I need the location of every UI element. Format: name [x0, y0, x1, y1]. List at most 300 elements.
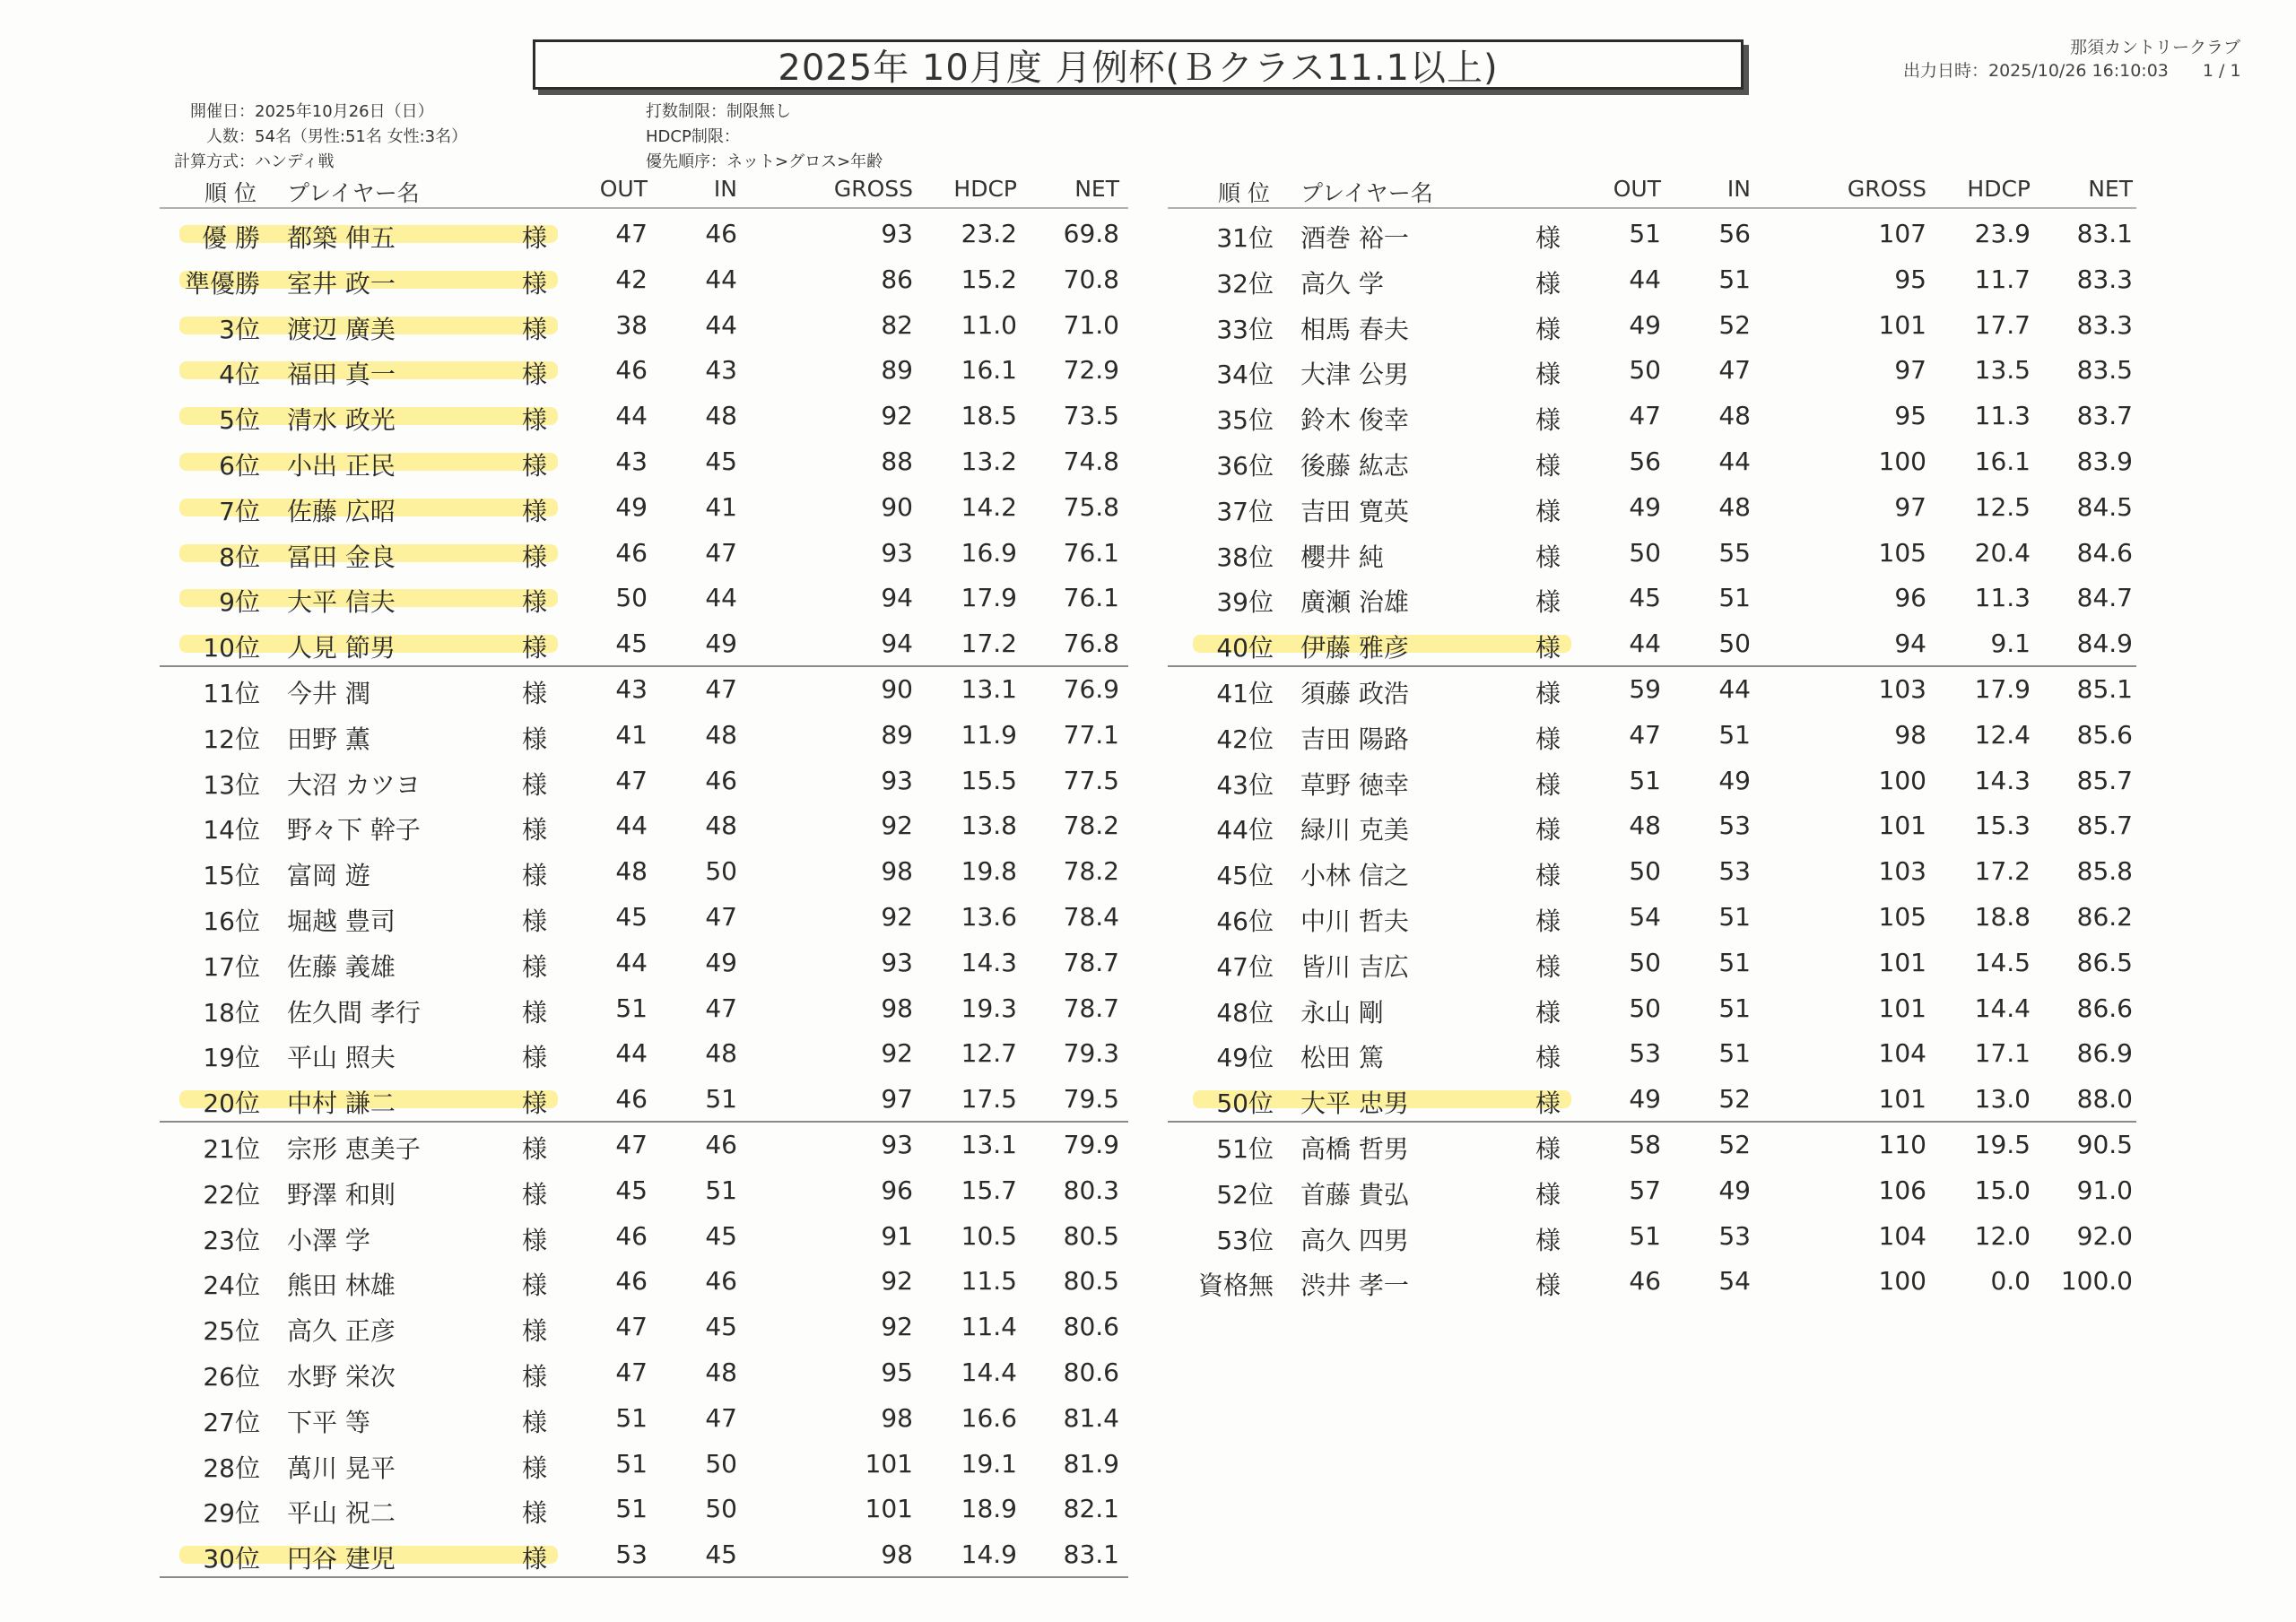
table-row [1013, 985, 2144, 1030]
in-score: 44 [1718, 447, 1751, 476]
header-gross: GROSS [1847, 176, 1926, 202]
table-row [1013, 1258, 2144, 1303]
hdcp-value: 11.5 [961, 1266, 1017, 1297]
hdcp-value: 14.3 [1974, 765, 2031, 795]
player-name: 渡辺 廣美 [287, 314, 396, 344]
out-score: 50 [615, 583, 648, 613]
rank-cell: 優 勝 [202, 223, 260, 253]
net-score: 81.4 [1063, 1402, 1119, 1433]
net-score: 77.1 [1063, 719, 1119, 750]
gross-score: 98 [881, 856, 913, 887]
rank-cell: 16位 [203, 906, 260, 936]
net-score: 80.6 [1063, 1312, 1119, 1342]
honorific: 様 [1535, 724, 1561, 754]
rank-cell: 47位 [1216, 951, 1274, 982]
honorific: 様 [522, 679, 548, 708]
net-score: 83.3 [2076, 264, 2133, 294]
player-name: 人見 節男 [287, 633, 396, 664]
hdcp-value: 17.2 [1974, 856, 2031, 887]
net-score: 84.6 [2076, 537, 2133, 568]
in-score: 46 [705, 1130, 737, 1159]
player-name: 今井 潤 [287, 679, 370, 708]
player-name: 円谷 建児 [287, 1544, 396, 1574]
in-score: 53 [1718, 856, 1751, 887]
honorific: 様 [1535, 1043, 1561, 1073]
rank-cell: 32位 [1216, 268, 1274, 299]
honorific: 様 [1535, 769, 1561, 800]
in-score: 41 [705, 491, 737, 522]
net-score: 76.9 [1063, 674, 1119, 704]
gross-score: 92 [881, 1312, 913, 1342]
header-in: IN [713, 176, 737, 202]
out-score: 51 [1629, 765, 1661, 795]
player-name: 小出 正民 [287, 451, 396, 481]
rank-cell: 50位 [1216, 1089, 1274, 1119]
player-name: 平山 祝二 [287, 1498, 396, 1529]
gross-score: 101 [865, 1494, 913, 1524]
rank-cell: 37位 [1216, 496, 1274, 526]
gross-score: 94 [881, 583, 913, 613]
gross-score: 92 [881, 1266, 913, 1297]
out-score: 45 [615, 629, 648, 659]
honorific: 様 [522, 587, 548, 618]
info-count-value: 54名（男性:51名 女性:3名） [255, 127, 468, 146]
net-score: 85.1 [2076, 674, 2133, 704]
gross-score: 90 [881, 491, 913, 522]
gross-score: 100 [1878, 447, 1926, 476]
hdcp-value: 19.3 [961, 993, 1017, 1023]
honorific: 様 [522, 1362, 548, 1392]
out-score: 47 [1629, 719, 1661, 750]
in-score: 48 [705, 401, 737, 431]
player-name: 廣瀬 治雄 [1300, 587, 1409, 618]
in-score: 47 [705, 902, 737, 932]
honorific: 様 [522, 1225, 548, 1255]
out-score: 47 [615, 1130, 648, 1159]
out-score: 47 [1629, 401, 1661, 431]
hdcp-value: 13.2 [961, 447, 1017, 476]
player-name: 下平 等 [287, 1407, 370, 1437]
header-out: OUT [1613, 176, 1661, 202]
net-score: 78.2 [1063, 856, 1119, 887]
hdcp-value: 18.9 [961, 1494, 1017, 1524]
in-score: 44 [1718, 674, 1751, 704]
gross-score: 97 [881, 1084, 913, 1115]
in-score: 51 [705, 1084, 737, 1115]
honorific: 様 [522, 1453, 548, 1483]
hdcp-value: 16.1 [961, 355, 1017, 386]
honorific: 様 [522, 815, 548, 846]
gross-score: 95 [1894, 401, 1926, 431]
net-score: 83.3 [2076, 309, 2133, 340]
rank-cell: 46位 [1216, 906, 1274, 936]
in-score: 51 [1718, 947, 1751, 977]
table-row [0, 848, 1130, 893]
hdcp-value: 13.1 [961, 1130, 1017, 1159]
honorific: 様 [522, 633, 548, 664]
out-score: 51 [615, 993, 648, 1023]
rank-cell: 48位 [1216, 997, 1274, 1028]
hdcp-value: 11.0 [961, 309, 1017, 340]
table-row [0, 758, 1130, 802]
player-name: 高久 四男 [1300, 1225, 1409, 1255]
net-score: 79.3 [1063, 1038, 1119, 1069]
table-row [1013, 666, 2144, 711]
gross-score: 92 [881, 811, 913, 841]
info-hdcp-limit [646, 124, 740, 147]
rank-cell: 52位 [1216, 1179, 1274, 1210]
header-net: NET [1074, 176, 1119, 202]
honorific: 様 [522, 223, 548, 253]
net-score: 76.1 [1063, 537, 1119, 568]
out-score: 45 [615, 902, 648, 932]
net-score: 78.4 [1063, 902, 1119, 932]
table-row [0, 1167, 1130, 1212]
net-score: 75.8 [1063, 491, 1119, 522]
net-score: 73.5 [1063, 401, 1119, 431]
out-score: 51 [1629, 219, 1661, 248]
net-score: 72.9 [1063, 355, 1119, 386]
in-score: 45 [705, 1312, 737, 1342]
out-score: 50 [1629, 355, 1661, 386]
out-score: 49 [1629, 309, 1661, 340]
net-score: 79.5 [1063, 1084, 1119, 1115]
in-score: 55 [1718, 537, 1751, 568]
player-name: 平山 照夫 [287, 1043, 396, 1073]
rank-cell: 40位 [1216, 633, 1274, 664]
out-score: 50 [1629, 537, 1661, 568]
honorific: 様 [522, 451, 548, 481]
rank-cell: 25位 [203, 1316, 260, 1347]
honorific: 様 [1535, 633, 1561, 664]
honorific: 様 [522, 1089, 548, 1119]
table-row [0, 1076, 1130, 1121]
in-score: 49 [1718, 765, 1751, 795]
info-priority [646, 149, 883, 172]
player-name: 宗形 恵美子 [287, 1134, 421, 1164]
header-hdcp: HDCP [953, 176, 1017, 202]
honorific: 様 [1535, 451, 1561, 481]
page-number: 1 / 1 [2202, 61, 2241, 81]
info-stroke-value: 制限無し [726, 102, 791, 121]
player-name: 櫻井 純 [1300, 542, 1384, 572]
rank-cell: 27位 [203, 1407, 260, 1437]
gross-score: 101 [1878, 947, 1926, 977]
column-header-row [0, 176, 1130, 204]
player-name: 大沼 カツヨ [287, 769, 421, 800]
net-score: 78.7 [1063, 993, 1119, 1023]
out-score: 43 [615, 447, 648, 476]
header-player: プレイヤー名 [1300, 180, 1433, 206]
player-name: 高久 学 [1300, 268, 1384, 299]
player-name: 堀越 豊司 [287, 906, 396, 936]
out-score: 46 [615, 1084, 648, 1115]
net-score: 83.9 [2076, 447, 2133, 476]
out-score: 56 [1629, 447, 1661, 476]
rank-cell: 41位 [1216, 679, 1274, 708]
gross-score: 100 [1878, 1266, 1926, 1297]
gross-score: 96 [1894, 583, 1926, 613]
table-row [1013, 347, 2144, 392]
hdcp-value: 17.9 [961, 583, 1017, 613]
net-score: 84.5 [2076, 491, 2133, 522]
gross-score: 107 [1878, 219, 1926, 248]
honorific: 様 [522, 542, 548, 572]
gross-score: 101 [1878, 993, 1926, 1023]
gross-score: 95 [881, 1357, 913, 1387]
honorific: 様 [1535, 861, 1561, 891]
out-score: 48 [615, 856, 648, 887]
rank-cell: 6位 [219, 451, 260, 481]
gross-score: 91 [881, 1220, 913, 1251]
rank-cell: 31位 [1216, 223, 1274, 253]
table-row [1013, 1076, 2144, 1121]
in-score: 47 [705, 993, 737, 1023]
net-score: 80.5 [1063, 1266, 1119, 1297]
player-name: 皆川 吉広 [1300, 951, 1409, 982]
in-score: 50 [705, 1448, 737, 1479]
player-name: 都築 伸五 [287, 223, 396, 253]
rank-cell: 19位 [203, 1043, 260, 1073]
honorific: 様 [1535, 360, 1561, 390]
out-score: 44 [615, 811, 648, 841]
net-score: 80.6 [1063, 1357, 1119, 1387]
in-score: 44 [705, 309, 737, 340]
hdcp-value: 17.1 [1974, 1038, 2031, 1069]
table-row [1013, 894, 2144, 939]
honorific: 様 [1535, 1089, 1561, 1119]
honorific: 様 [522, 906, 548, 936]
player-name: 室井 政一 [287, 268, 396, 299]
player-name: 伊藤 雅彦 [1300, 633, 1409, 664]
table-bottom-rule [160, 1576, 1128, 1578]
out-score: 59 [1629, 674, 1661, 704]
in-score: 51 [1718, 583, 1751, 613]
net-score: 86.9 [2076, 1038, 2133, 1069]
honorific: 様 [1535, 587, 1561, 618]
table-row [0, 1531, 1130, 1576]
out-score: 49 [1629, 1084, 1661, 1115]
rank-cell: 29位 [203, 1498, 260, 1529]
hdcp-value: 15.0 [1974, 1175, 2031, 1205]
hdcp-value: 12.0 [1974, 1220, 2031, 1251]
table-row [0, 1304, 1130, 1349]
player-name: 野々下 幹子 [287, 815, 421, 846]
hdcp-value: 14.3 [961, 947, 1017, 977]
table-row [0, 1030, 1130, 1075]
player-name: 中村 謙二 [287, 1089, 396, 1119]
gross-score: 90 [881, 674, 913, 704]
rank-cell: 45位 [1216, 861, 1274, 891]
player-name: 小澤 学 [287, 1225, 370, 1255]
out-score: 47 [615, 219, 648, 248]
player-name: 福田 真一 [287, 360, 396, 390]
hdcp-value: 19.5 [1974, 1130, 2031, 1159]
gross-score: 98 [1894, 719, 1926, 750]
hdcp-value: 18.8 [1974, 902, 2031, 932]
page-title: 2025年 10月度 月例杯(Ｂクラス11.1以上) [533, 39, 1744, 90]
out-score: 44 [1629, 629, 1661, 659]
player-name: 大平 信夫 [287, 587, 396, 618]
in-score: 52 [1718, 309, 1751, 340]
gross-score: 103 [1878, 856, 1926, 887]
in-score: 53 [1718, 811, 1751, 841]
rank-cell: 12位 [203, 724, 260, 754]
net-score: 85.7 [2076, 811, 2133, 841]
in-score: 46 [705, 765, 737, 795]
gross-score: 88 [881, 447, 913, 476]
table-row [0, 1213, 1130, 1258]
info-method-label: 計算方式： [174, 152, 255, 171]
gross-score: 98 [881, 1402, 913, 1433]
header-out: OUT [599, 176, 648, 202]
out-score: 44 [615, 1038, 648, 1069]
table-row [1013, 848, 2144, 893]
hdcp-value: 12.4 [1974, 719, 2031, 750]
hdcp-value: 9.1 [1990, 629, 2031, 659]
rank-cell: 4位 [219, 360, 260, 390]
net-score: 88.0 [2076, 1084, 2133, 1115]
out-score: 46 [615, 1220, 648, 1251]
hdcp-value: 11.7 [1974, 264, 2031, 294]
player-name: 大平 忠男 [1300, 1089, 1409, 1119]
rank-cell: 26位 [203, 1362, 260, 1392]
in-score: 53 [1718, 1220, 1751, 1251]
in-score: 46 [705, 219, 737, 248]
table-row [0, 256, 1130, 301]
gross-score: 101 [1878, 1084, 1926, 1115]
honorific: 様 [522, 496, 548, 526]
hdcp-value: 13.5 [1974, 355, 2031, 386]
table-row [1013, 1122, 2144, 1167]
hdcp-value: 0.0 [1990, 1266, 2031, 1297]
table-divider [1168, 207, 2136, 209]
net-score: 86.5 [2076, 947, 2133, 977]
player-name: 永山 剛 [1300, 997, 1384, 1028]
honorific: 様 [1535, 314, 1561, 344]
gross-score: 106 [1878, 1175, 1926, 1205]
honorific: 様 [522, 1316, 548, 1347]
gross-score: 86 [881, 264, 913, 294]
gross-score: 92 [881, 1038, 913, 1069]
hdcp-value: 14.5 [1974, 947, 2031, 977]
gross-score: 94 [881, 629, 913, 659]
out-score: 46 [615, 1266, 648, 1297]
table-row [1013, 1167, 2144, 1212]
in-score: 43 [705, 355, 737, 386]
net-score: 86.2 [2076, 902, 2133, 932]
rank-cell: 51位 [1216, 1134, 1274, 1164]
net-score: 83.7 [2076, 401, 2133, 431]
hdcp-value: 15.7 [961, 1175, 1017, 1205]
table-row [0, 575, 1130, 620]
rank-cell: 34位 [1216, 360, 1274, 390]
out-score: 48 [1629, 811, 1661, 841]
honorific: 様 [522, 861, 548, 891]
rank-cell: 10位 [203, 633, 260, 664]
gross-score: 98 [881, 993, 913, 1023]
hdcp-value: 12.7 [961, 1038, 1017, 1069]
gross-score: 82 [881, 309, 913, 340]
hdcp-value: 10.5 [961, 1220, 1017, 1251]
player-name: 高久 正彦 [287, 1316, 396, 1347]
gross-score: 93 [881, 219, 913, 248]
out-score: 45 [615, 1175, 648, 1205]
hdcp-value: 18.5 [961, 401, 1017, 431]
net-score: 100.0 [2060, 1266, 2133, 1297]
in-score: 47 [1718, 355, 1751, 386]
gross-score: 104 [1878, 1220, 1926, 1251]
hdcp-value: 13.6 [961, 902, 1017, 932]
honorific: 様 [522, 951, 548, 982]
honorific: 様 [522, 997, 548, 1028]
header-rank: 順 位 [1218, 180, 1270, 206]
gross-score: 93 [881, 947, 913, 977]
player-name: 緑川 克美 [1300, 815, 1409, 846]
table-row [0, 393, 1130, 438]
info-count-label: 人数： [206, 127, 255, 146]
rank-cell: 39位 [1216, 587, 1274, 618]
rank-cell: 3位 [219, 314, 260, 344]
out-score: 50 [1629, 856, 1661, 887]
gross-score: 94 [1894, 629, 1926, 659]
header-gross: GROSS [833, 176, 913, 202]
net-score: 85.6 [2076, 719, 2133, 750]
net-score: 83.1 [1063, 1540, 1119, 1570]
hdcp-value: 11.3 [1974, 583, 2031, 613]
net-score: 83.5 [2076, 355, 2133, 386]
player-name: 首藤 貴弘 [1300, 1179, 1409, 1210]
honorific: 様 [1535, 815, 1561, 846]
honorific: 様 [1535, 542, 1561, 572]
hdcp-value: 14.4 [961, 1357, 1017, 1387]
out-score: 41 [615, 719, 648, 750]
rank-cell: 24位 [203, 1271, 260, 1301]
net-score: 74.8 [1063, 447, 1119, 476]
player-name: 小林 信之 [1300, 861, 1409, 891]
honorific: 様 [522, 1498, 548, 1529]
header-in: IN [1726, 176, 1751, 202]
in-score: 51 [705, 1175, 737, 1205]
rank-cell: 15位 [203, 861, 260, 891]
honorific: 様 [522, 1179, 548, 1210]
in-score: 47 [705, 674, 737, 704]
net-score: 78.7 [1063, 947, 1119, 977]
out-score: 44 [615, 947, 648, 977]
net-score: 84.7 [2076, 583, 2133, 613]
table-row [0, 1395, 1130, 1440]
honorific: 様 [522, 1544, 548, 1574]
player-name: 中川 哲夫 [1300, 906, 1409, 936]
info-count [160, 124, 467, 147]
out-score: 43 [615, 674, 648, 704]
hdcp-value: 12.5 [1974, 491, 2031, 522]
net-score: 80.5 [1063, 1220, 1119, 1251]
in-score: 45 [705, 1540, 737, 1570]
in-score: 48 [1718, 401, 1751, 431]
honorific: 様 [1535, 997, 1561, 1028]
in-score: 44 [705, 583, 737, 613]
table-row [1013, 1213, 2144, 1258]
hdcp-value: 16.6 [961, 1402, 1017, 1433]
in-score: 51 [1718, 902, 1751, 932]
net-score: 90.5 [2076, 1130, 2133, 1159]
info-date-value: 2025年10月26日（日） [255, 102, 434, 121]
gross-score: 101 [1878, 309, 1926, 340]
table-row [0, 666, 1130, 711]
table-row [0, 985, 1130, 1030]
honorific: 様 [1535, 906, 1561, 936]
